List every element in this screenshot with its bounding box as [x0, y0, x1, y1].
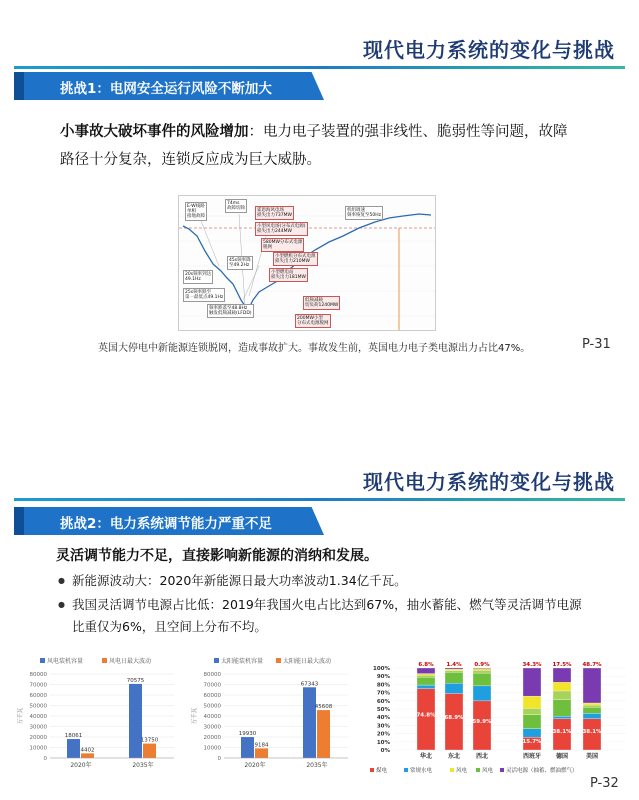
x-tick-label: 2035年	[306, 762, 328, 769]
fig-label-13: 机组调速 频率恢复至50Hz	[347, 208, 381, 218]
stacked-segment	[417, 685, 435, 689]
y-tick-label: 70000	[29, 682, 47, 689]
stacked-segment	[445, 694, 463, 750]
x-tick-label: 华北	[419, 753, 433, 760]
stacked-segment	[417, 675, 435, 677]
y-tick-label: 50000	[203, 703, 221, 710]
stacked-segment	[473, 701, 491, 750]
bar-value-label: 4402	[80, 747, 95, 754]
legend-swatch	[476, 768, 480, 772]
top-value-label: 48.7%	[582, 662, 602, 668]
y-axis-label: 万千瓦	[18, 707, 24, 725]
slide2-bullet-2	[72, 594, 612, 638]
bar-value-label: 70575	[126, 677, 145, 684]
top-value-label: 17.5%	[552, 662, 572, 668]
stacked-segment	[473, 668, 491, 669]
slide1-challenge-banner	[14, 72, 324, 100]
top-value-label: 0.9%	[474, 662, 490, 668]
stacked-segment	[417, 689, 435, 750]
y-tick-label: 30000	[29, 724, 47, 731]
bar-value-label: 19930	[238, 731, 257, 738]
y-tick-label: 80000	[203, 672, 221, 678]
y-tick-label: 60000	[203, 693, 221, 699]
x-tick-label: 西北	[475, 753, 489, 760]
x-tick-label: 2020年	[244, 762, 266, 769]
legend-swatch	[370, 768, 374, 772]
stacked-segment	[523, 708, 541, 714]
solar-chart	[188, 652, 356, 780]
fig-label-0: E-W线路 单相 接地故障	[187, 204, 205, 219]
legend-swatch	[102, 658, 107, 663]
stacked-segment	[553, 716, 571, 719]
bottom-value-label: 38.1%	[582, 728, 602, 735]
bottom-value-label: 38.1%	[552, 728, 572, 735]
bottom-value-label: 68.9%	[444, 714, 464, 721]
y-tick-label: 40000	[203, 714, 221, 720]
legend-label: 风电	[456, 768, 468, 774]
y-tick-label: 0	[43, 756, 47, 762]
stacked-segment	[473, 673, 491, 686]
slide2-page-number: P-32	[590, 776, 619, 791]
flexible-power-chart	[364, 656, 632, 780]
stacked-segment	[553, 700, 571, 716]
legend-label: 常规水电	[410, 768, 433, 774]
y-tick-label: 60000	[29, 693, 47, 699]
y-tick-label: 70000	[203, 682, 221, 689]
x-tick-label: 东北	[447, 753, 461, 760]
stacked-segment	[553, 682, 571, 691]
stacked-segment	[417, 677, 435, 685]
slide2-bullet-1: ● 新能源波动大：2020年新能源日最大功率波动1.34亿千瓦。	[72, 570, 407, 592]
bar	[317, 710, 330, 758]
bottom-value-label: 15.7%	[522, 738, 542, 745]
y-tick-label: 70%	[376, 690, 390, 697]
stacked-segment	[445, 668, 463, 669]
stacked-segment	[583, 703, 601, 705]
slide2-bullet-2-line1: 我国灵活调节电源占比低：2019年我国火电占比达到67%，抽水蓄能、燃气等灵活调节电源	[72, 597, 582, 612]
slide1-page-number: P-31	[582, 337, 611, 352]
y-tick-label: 20000	[29, 735, 47, 741]
slide2-heading: 灵活调节能力不足，直接影响新能源的消纳和发展。	[56, 548, 378, 564]
slide2-challenge-label: 挑战2：电力系统调节能力严重不足	[60, 516, 272, 532]
y-tick-label: 10000	[203, 745, 221, 752]
legend-label: 风电日最大波动	[109, 658, 152, 665]
legend-swatch	[214, 658, 219, 663]
slide1-title-rule	[14, 66, 625, 69]
legend-label: 风电	[482, 768, 494, 774]
slide2-challenge-banner	[14, 507, 324, 535]
bar-value-label: 18061	[64, 733, 83, 740]
slide1-caption: 英国大停电中新能源连锁脱网，造成事故扩大。事故发生前，英国电力电子类电源出力占比47%。	[98, 343, 531, 354]
legend-swatch	[404, 768, 408, 772]
y-axis-label: 万千瓦	[192, 707, 198, 725]
legend-label: 灵活电源（抽蓄、燃油燃气）	[506, 768, 578, 774]
stacked-segment	[417, 668, 435, 674]
legend-swatch	[500, 768, 504, 772]
fig-label-12: 低频减载 切负荷1240MW	[305, 298, 339, 308]
slide1-para-rest: ：电力电子装置的强非线性、脆弱性等问题，故障	[248, 124, 568, 140]
bar-value-label: 45608	[314, 704, 333, 711]
frequency-event-figure	[178, 195, 436, 331]
bar-value-label: 13750	[140, 737, 159, 744]
y-tick-label: 20000	[203, 735, 221, 741]
fig-label-9: 25s频率跌至 第一最低点49.1Hz	[185, 290, 224, 300]
bar	[143, 744, 156, 758]
y-tick-label: 30%	[376, 723, 390, 730]
stacked-segment	[445, 672, 463, 683]
wind-chart-svg	[14, 652, 182, 780]
legend-label: 煤电	[376, 768, 388, 774]
fig-label-11: 小型燃电站 损失出力181MW	[271, 270, 306, 280]
fig-label-10: 频率跌落至48.8Hz 触发低频减载(LFDD)	[209, 306, 252, 316]
bar-value-label: 9184	[254, 742, 269, 749]
y-tick-label: 90%	[376, 674, 390, 681]
stacked-segment	[583, 713, 601, 718]
fig-label-2: 霍恩海风电场 损失出力737MW	[257, 208, 292, 218]
slide2-title-rule	[14, 498, 625, 501]
slide2-title: 现代电力系统的变化与挑战	[363, 470, 615, 494]
y-tick-label: 10000	[29, 745, 47, 752]
slide1-para-line2: 路径十分复杂，连锁反应成为巨大威胁。	[60, 152, 321, 168]
fig-label-5: 580MW分布式电源 脱网	[263, 240, 303, 250]
x-tick-label: 美国	[585, 753, 599, 760]
y-tick-label: 50%	[376, 707, 390, 713]
flexible-power-chart-svg	[364, 656, 632, 780]
y-tick-label: 60%	[376, 698, 390, 705]
bar-value-label: 67343	[300, 681, 319, 688]
top-value-label: 6.8%	[418, 662, 434, 668]
fig-label-3: 小型风电场(分布式电源) 损失出力244MW	[257, 224, 306, 234]
wind-chart	[14, 652, 182, 780]
bar	[81, 753, 94, 758]
stacked-segment	[473, 669, 491, 671]
fig-label-1: 74ms 故障切除	[227, 201, 245, 211]
legend-label: 太阳能日最大波动	[283, 658, 332, 665]
stacked-segment	[523, 668, 541, 696]
legend-swatch	[276, 658, 281, 663]
stacked-segment	[473, 686, 491, 701]
y-tick-label: 0%	[380, 748, 390, 754]
bar	[241, 737, 254, 758]
x-tick-label: 2035年	[132, 762, 154, 769]
bar	[303, 687, 316, 758]
x-tick-label: 西班牙	[522, 753, 542, 760]
solar-chart-svg	[188, 652, 356, 780]
legend-label: 风电装机容量	[47, 658, 84, 665]
stacked-segment	[583, 668, 601, 703]
top-value-label: 1.4%	[446, 662, 462, 668]
bar	[255, 748, 268, 758]
stacked-segment	[445, 683, 463, 693]
y-tick-label: 80000	[29, 672, 47, 678]
legend-label: 太阳能装机容量	[221, 658, 264, 665]
stacked-segment	[473, 670, 491, 673]
y-tick-label: 50000	[29, 703, 47, 710]
bar	[129, 684, 142, 758]
stacked-segment	[445, 671, 463, 673]
legend-swatch	[450, 768, 454, 772]
slide1-paragraph	[60, 118, 600, 174]
top-value-label: 34.3%	[522, 662, 542, 668]
slide1-para-bold: 小事故大破坏事件的风险增加	[60, 124, 249, 140]
y-tick-label: 40000	[29, 714, 47, 720]
y-tick-label: 80%	[376, 682, 390, 689]
stacked-segment	[523, 696, 541, 708]
fig-label-6: 45s频率降 至49.2Hz	[229, 258, 251, 268]
y-tick-label: 40%	[376, 715, 390, 722]
fig-label-8: 20s频率到达 49.1Hz	[185, 272, 212, 282]
y-tick-label: 0	[217, 756, 221, 762]
slide2-bullet-2-line2: 比重仅为6%，且空间上分布不均。	[72, 619, 267, 634]
y-tick-label: 10%	[376, 739, 390, 746]
slide1-title: 现代电力系统的变化与挑战	[363, 38, 615, 62]
legend-swatch	[40, 658, 45, 663]
bottom-value-label: 59.9%	[472, 718, 492, 725]
stacked-segment	[445, 669, 463, 670]
stacked-segment	[583, 705, 601, 707]
slide1-challenge-label: 挑战1：电网安全运行风险不断加大	[60, 81, 272, 97]
bottom-value-label: 74.8%	[416, 712, 436, 719]
y-tick-label: 100%	[373, 666, 390, 672]
stacked-segment	[523, 715, 541, 729]
stacked-segment	[553, 691, 571, 700]
fig-label-14: 200MW小型 分布式电源脱网	[297, 316, 329, 326]
stacked-segment	[523, 729, 541, 737]
y-tick-label: 30000	[203, 724, 221, 731]
bar	[67, 739, 80, 758]
fig-label-7: 小型燃机分布式电源 损失出力210MW	[275, 254, 316, 264]
x-tick-label: 2020年	[70, 762, 92, 769]
stacked-segment	[553, 668, 571, 682]
stacked-segment	[417, 674, 435, 676]
stacked-segment	[583, 707, 601, 713]
y-tick-label: 20%	[376, 731, 390, 738]
x-tick-label: 德国	[555, 753, 569, 760]
